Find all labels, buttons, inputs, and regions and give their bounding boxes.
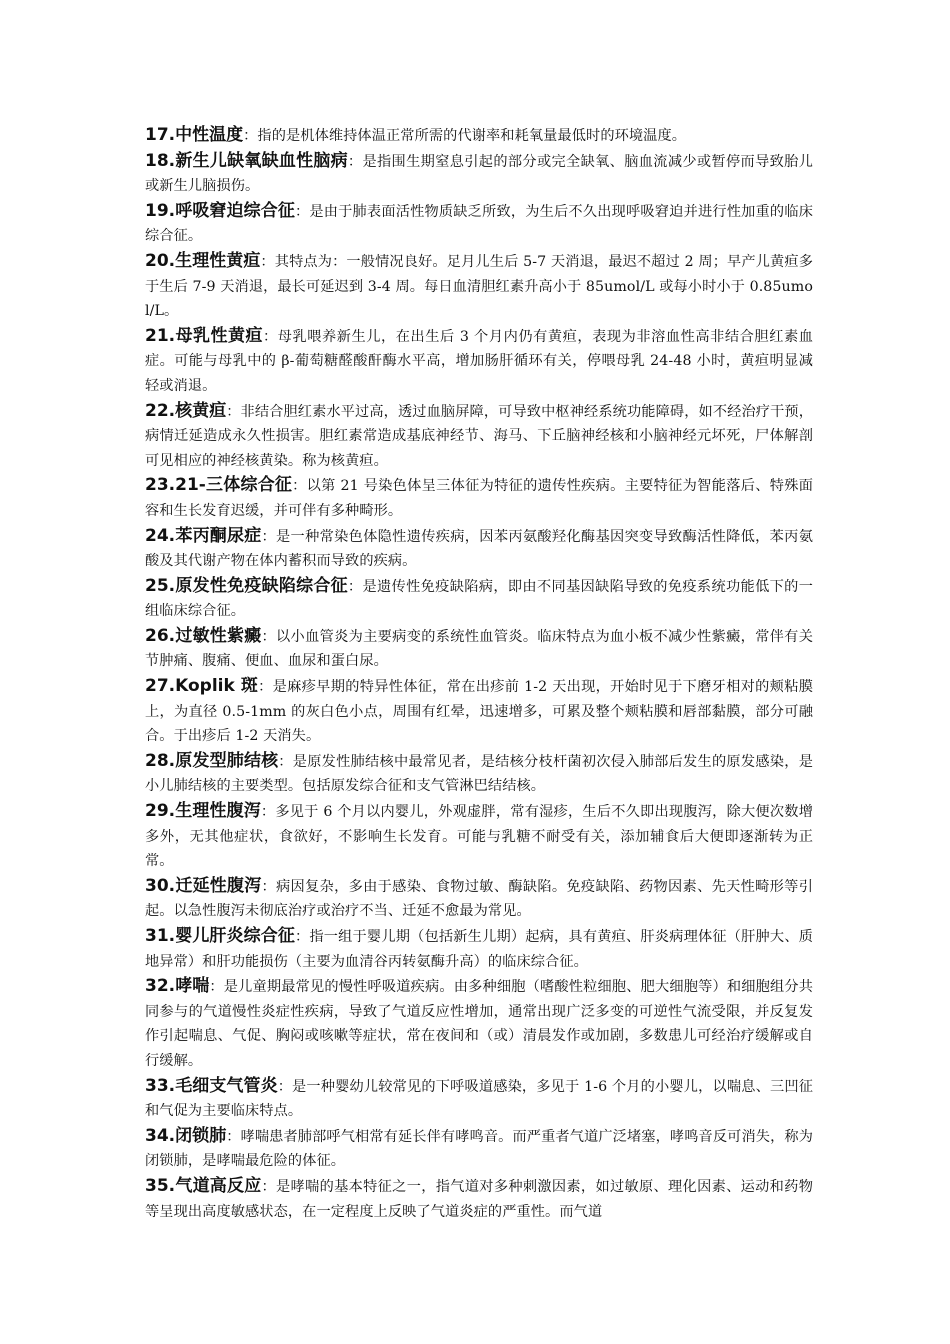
entry-18	[145, 149, 813, 199]
term-title: 23.21-三体综合征	[145, 475, 293, 496]
entry-27	[145, 674, 813, 749]
document-page	[145, 123, 813, 1224]
term-definition: ：指的是机体维持体温正常所需的代谢率和耗氧量最低时的环境温度。	[243, 128, 687, 144]
term-definition: ：母乳喂养新生儿，在出生后 3 个月内仍有黄疸，表现为非溶血性高非结合胆红素血症。可能与母乳中的 β-葡萄糖醛酸酐酶水平高，增加肠肝循环有关，停喂母乳 24-48 小时，黄疸明显减轻或消退。	[145, 328, 813, 394]
term-definition: ：多见于 6 个月以内婴儿，外观虚胖，常有湿疹，生后不久即出现腹泻，除大便次数增多外，无其他症状，食欲好，不影响生长发育。可能与乳糖不耐受有关，添加辅食后大便即逐渐转为正常。	[145, 804, 813, 870]
entry-21	[145, 324, 813, 399]
term-definition: ：是哮喘的基本特征之一，指气道对多种刺激因素，如过敏原、理化因素、运动和药物等呈现出高度敏感状态，在一定程度上反映了气道炎症的严重性。而气道	[145, 1178, 813, 1220]
entry-29	[145, 799, 813, 874]
entry-23	[145, 473, 813, 523]
term-title: 29.生理性腹泻	[145, 801, 261, 822]
entry-28	[145, 749, 813, 799]
entry-32	[145, 974, 813, 1073]
entry-30	[145, 874, 813, 924]
term-title: 33.毛细支气管炎	[145, 1075, 278, 1096]
term-definition: ：是一种婴幼儿较常见的下呼吸道感染，多见于 1-6 个月的小婴儿，以喘息、三凹征和气促为主要临床特点。	[145, 1078, 813, 1120]
term-definition: ：以第 21 号染色体呈三体征为特征的遗传性疾病。主要特征为智能落后、特殊面容和生长发育迟缓，并可伴有多种畸形。	[145, 478, 814, 519]
entry-19	[145, 199, 813, 249]
term-title: 24.苯丙酮尿症	[145, 525, 262, 546]
term-definition: ：是一种常染色体隐性遗传疾病，因苯丙氨酸羟化酶基因突变导致酶活性降低，苯丙氨酸及其代谢产物在体内蓄积而导致的疾病。	[145, 528, 813, 570]
entry-26	[145, 624, 813, 674]
entry-17	[145, 123, 813, 149]
entry-33	[145, 1074, 813, 1124]
term-title: 25.原发性免疫缺陷综合征	[145, 575, 348, 596]
term-title: 20.生理性黄疸	[145, 250, 261, 271]
entry-22	[145, 399, 813, 474]
term-definition: ：以小血管炎为主要病变的系统性血管炎。临床特点为血小板不减少性紫癜，常伴有关节肿痛、腹痛、便血、血尿和蛋白尿。	[145, 628, 813, 670]
term-definition: ：其特点为：一般情况良好。足月儿生后 5-7 天消退，最迟不超过 2 周；早产儿黄疸多于生后 7-9 天消退，最长可延迟到 3-4 周。每日血清胆红素升高小于 85umol/L 或每小时小于 0.85umol/L。	[145, 253, 813, 320]
entry-25	[145, 574, 813, 624]
term-definition: ：是原发性肺结核中最常见者，是结核分枝杆菌初次侵入肺部后发生的原发感染，是小儿肺结核的主要类型。包括原发综合征和支气管淋巴结结核。	[145, 753, 813, 795]
term-title: 31.婴儿肝炎综合征	[145, 926, 295, 946]
entry-34	[145, 1124, 813, 1174]
term-definition: ：是儿童期最常见的慢性呼吸道疾病。由多种细胞（嗜酸性粒细胞、肥大细胞等）和细胞组分共同参与的气道慢性炎症性疾病，导致了气道反应性增加，通常出现广泛多变的可逆性气流受限，并反复发作引起喘息、气促、胸闷或咳嗽等症状，常在夜间和（或）清晨发作或加剧，多数患儿可经治疗缓解或自行缓解。	[145, 979, 813, 1069]
term-title: 17.中性温度	[145, 125, 244, 145]
term-title: 30.迁延性腹泻	[145, 875, 262, 896]
entry-24	[145, 524, 813, 574]
entry-35	[145, 1174, 813, 1224]
term-title: 19.呼吸窘迫综合征	[145, 200, 295, 221]
term-title: 34.闭锁肺	[145, 1125, 227, 1146]
term-title: 32.哮喘	[145, 976, 210, 997]
term-title: 22.核黄疸	[145, 400, 227, 421]
term-title: 21.母乳性黄疸	[145, 325, 263, 346]
term-definition: ：非结合胆红素水平过高，透过血脑屏障，可导致中枢神经系统功能障碍，如不经治疗干预，病情迁延造成永久性损害。胆红素常造成基底神经节、海马、下丘脑神经核和小脑神经元坏死，尸体解剖可见相应的神经核黄染。称为核黄疸。	[145, 403, 813, 469]
term-definition: ：是指围生期窒息引起的部分或完全缺氧、脑血流减少或暂停而导致胎儿或新生儿脑损伤。	[145, 153, 814, 195]
term-title: 35.气道高反应	[145, 1175, 262, 1196]
entry-31	[145, 924, 813, 974]
term-definition: ：是由于肺表面活性物质缺乏所致，为生后不久出现呼吸窘迫并进行性加重的临床综合征。	[145, 203, 813, 245]
term-definition: ：哮喘患者肺部呼气相常有延长伴有哮鸣音。而严重者气道广泛堵塞，哮鸣音反可消失，称为闭锁肺，是哮喘最危险的体征。	[145, 1128, 813, 1170]
term-title: 28.原发型肺结核	[145, 750, 279, 771]
term-title: 27.Koplik 斑	[145, 676, 259, 697]
term-title: 18.新生儿缺氧缺血性脑病	[145, 150, 348, 171]
entry-20	[145, 249, 813, 324]
term-definition: ：是遗传性免疫缺陷病，即由不同基因缺陷导致的免疫系统功能低下的一组临床综合征。	[145, 578, 814, 620]
term-definition: ：指一组于婴儿期（包括新生儿期）起病，具有黄疸、肝炎病理体征（肝肿大、质地异常）和肝功能损伤（主要为血清谷丙转氨酶升高）的临床综合征。	[145, 929, 813, 970]
term-definition: ：是麻疹早期的特异性体征，常在出疹前 1-2 天出现，开始时见于下磨牙相对的颊粘膜上，为直径 0.5-1mm 的灰白色小点，周围有红晕，迅速增多，可累及整个颊粘膜和唇部黏膜，部分可融合。于出疹后 1-2 天消失。	[145, 679, 813, 745]
term-title: 26.过敏性紫癜	[145, 625, 262, 646]
term-definition: ：病因复杂，多由于感染、食物过敏、酶缺陷。免疫缺陷、药物因素、先天性畸形等引起。以急性腹泻未彻底治疗或治疗不当、迁延不愈最为常见。	[145, 878, 813, 920]
